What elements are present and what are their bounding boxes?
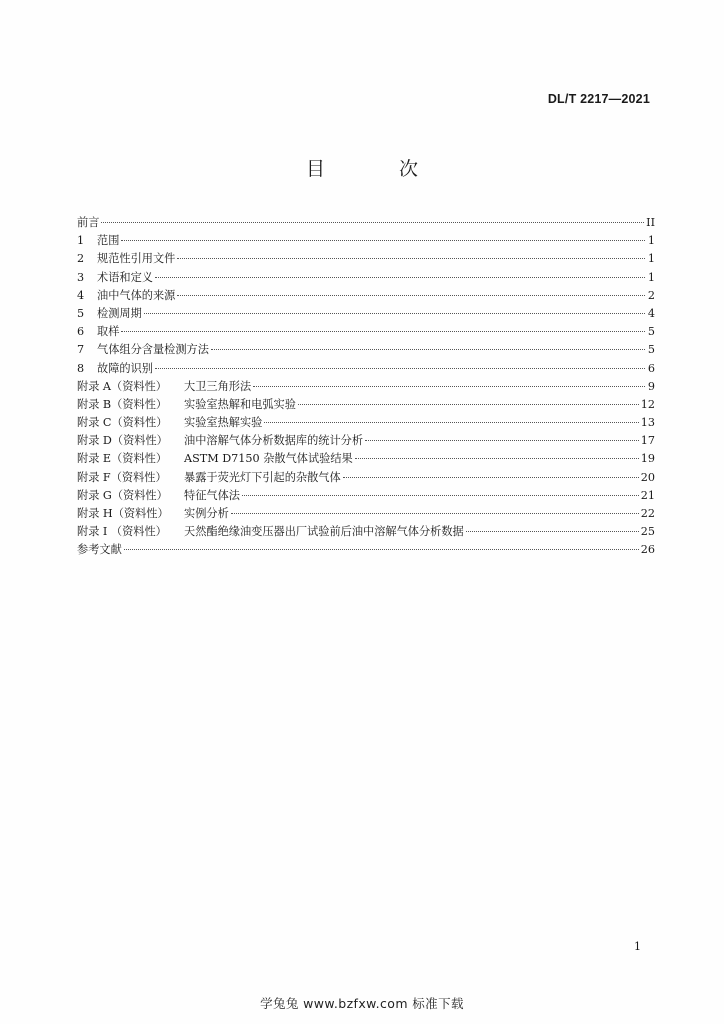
- toc-entry-number: 8: [77, 361, 85, 375]
- toc-entry-page: 4: [647, 306, 655, 320]
- toc-entry-page: 5: [647, 325, 655, 339]
- toc-entry-title: 实验室热解实验: [184, 416, 263, 430]
- toc-leader-dots: [121, 331, 645, 332]
- toc-entry-title: 油中气体的来源: [97, 288, 176, 302]
- toc-entry-page: 21: [640, 488, 655, 502]
- toc-entry[interactable]: [77, 469, 655, 487]
- toc-entry-number: 5: [77, 306, 85, 320]
- toc-entry-number: 7: [77, 343, 85, 357]
- toc-entry-label: [77, 360, 153, 378]
- toc-entry-label: [77, 541, 122, 559]
- toc-entry-page: 2: [647, 288, 655, 302]
- toc-entry[interactable]: [77, 432, 655, 450]
- toc-entry-page: 1: [647, 252, 655, 266]
- toc-entry-label: [77, 305, 142, 323]
- toc-leader-dots: [343, 477, 639, 478]
- toc-entry-label: [77, 450, 353, 468]
- toc-annex-designation: 附录 E（资料性）: [77, 452, 168, 466]
- document-code: DL/T 2217—2021: [547, 92, 650, 106]
- toc-entry-label: [77, 214, 99, 232]
- toc-leader-dots: [365, 440, 639, 441]
- watermark-text: 学兔兔 www.bzfxw.com 标准下载: [260, 996, 464, 1011]
- toc-entry-label: [77, 432, 363, 450]
- toc-leader-dots: [466, 531, 639, 532]
- toc-entry-title: 故障的识别: [97, 361, 153, 375]
- toc-entry-title: 取样: [97, 325, 120, 339]
- toc-leader-dots: [242, 495, 639, 496]
- toc-entry-title: 油中溶解气体分析数据库的统计分析: [184, 434, 364, 448]
- toc-entry-title: 检测周期: [97, 306, 142, 320]
- toc-entry-page: 26: [640, 543, 655, 557]
- toc-leader-dots: [177, 258, 645, 259]
- toc-leader-dots: [231, 513, 639, 514]
- toc-entry-number: 6: [77, 325, 85, 339]
- toc-entry-title: 实验室热解和电弧实验: [184, 397, 296, 411]
- toc-entry-page: 1: [647, 270, 655, 284]
- toc-entry-page: 25: [640, 525, 655, 539]
- toc-entry-title: 特征气体法: [184, 488, 240, 502]
- toc-entry[interactable]: [77, 269, 655, 287]
- toc-entry[interactable]: [77, 487, 655, 505]
- toc-annex-designation: 附录 I （资料性）: [77, 525, 167, 539]
- toc-entry-number: 1: [77, 234, 85, 248]
- toc-entry[interactable]: [77, 541, 655, 559]
- toc-entry-page: 5: [647, 343, 655, 357]
- toc-entry[interactable]: [77, 341, 655, 359]
- toc-entry-title: 术语和定义: [97, 270, 153, 284]
- toc-entry-title: 规范性引用文件: [97, 252, 176, 266]
- toc-entry-label: [77, 269, 153, 287]
- toc-entry-title: 气体组分含量检测方法: [97, 343, 209, 357]
- toc-entry-label: [77, 341, 209, 359]
- toc-entry-label: [77, 469, 341, 487]
- toc-annex-designation: 附录 D（资料性）: [77, 434, 168, 448]
- toc-entry-number: 4: [77, 288, 85, 302]
- toc-annex-designation: 附录 B（资料性）: [77, 397, 168, 411]
- toc-entry-label: [77, 287, 175, 305]
- toc-leader-dots: [155, 368, 645, 369]
- toc-leader-dots: [211, 349, 645, 350]
- toc-leader-dots: [253, 386, 645, 387]
- toc-entry[interactable]: [77, 250, 655, 268]
- toc-entry[interactable]: [77, 305, 655, 323]
- toc-entry-page: 22: [640, 507, 655, 520]
- toc-leader-dots: [355, 458, 639, 459]
- toc-entry-page: 17: [640, 434, 655, 448]
- toc-leader-dots: [298, 404, 639, 405]
- table-of-contents: [77, 214, 655, 560]
- toc-entry-title: 大卫三角形法: [184, 379, 252, 393]
- toc-entry[interactable]: [77, 523, 655, 541]
- toc-entry[interactable]: [77, 450, 655, 468]
- toc-entry-title: 天然酯绝缘油变压器出厂试验前后油中溶解气体分析数据: [184, 525, 464, 539]
- toc-entry-title: ASTM D7150 杂散气体试验结果: [184, 452, 353, 466]
- toc-leader-dots: [121, 240, 645, 241]
- toc-annex-designation: 附录 H（资料性）: [77, 507, 169, 520]
- toc-annex-designation: 附录 G（资料性）: [77, 488, 168, 502]
- toc-entry-title: 实例分析: [184, 507, 229, 520]
- toc-entry[interactable]: [77, 323, 655, 341]
- toc-entry-label: [77, 250, 175, 268]
- toc-leader-dots: [124, 549, 639, 550]
- toc-entry-label: [77, 505, 229, 523]
- toc-entry-title: 范围: [97, 234, 120, 248]
- toc-entry[interactable]: [77, 360, 655, 378]
- toc-entry-page: 20: [640, 470, 655, 484]
- toc-annex-designation: 附录 A（资料性）: [77, 379, 167, 393]
- toc-entry-title: 暴露于荧光灯下引起的杂散气体: [184, 470, 341, 484]
- toc-entry-label: [77, 523, 464, 541]
- toc-leader-dots: [101, 222, 644, 223]
- toc-entry-page: 9: [647, 379, 655, 393]
- toc-entry[interactable]: [77, 505, 655, 523]
- toc-entry-page: 1: [647, 234, 655, 248]
- toc-annex-designation: 附录 C（资料性）: [77, 416, 168, 430]
- toc-entry-number: 3: [77, 270, 85, 284]
- toc-entry-page: 6: [647, 361, 655, 375]
- toc-leader-dots: [264, 422, 638, 423]
- toc-entry-label: [77, 323, 119, 341]
- toc-entry-title: 参考文献: [77, 543, 122, 557]
- toc-entry[interactable]: [77, 414, 655, 432]
- toc-entry-page: 12: [640, 397, 655, 411]
- toc-entry[interactable]: [77, 378, 655, 396]
- toc-entry-number: 2: [77, 252, 85, 266]
- toc-entry-label: [77, 414, 262, 432]
- toc-entry-page: 19: [640, 452, 655, 466]
- toc-entry[interactable]: [77, 287, 655, 305]
- toc-entry-page: II: [646, 216, 655, 229]
- toc-entry[interactable]: [77, 214, 655, 232]
- toc-entry[interactable]: [77, 396, 655, 414]
- toc-title: 目 次: [305, 158, 453, 180]
- toc-entry-label: [77, 378, 251, 396]
- toc-leader-dots: [144, 313, 645, 314]
- toc-entry-label: [77, 232, 119, 250]
- toc-entry-label: [77, 487, 240, 505]
- page-number: 1: [634, 940, 641, 953]
- toc-entry-title: 前言: [77, 216, 100, 229]
- toc-entry[interactable]: [77, 232, 655, 250]
- toc-leader-dots: [155, 277, 645, 278]
- toc-leader-dots: [177, 295, 645, 296]
- toc-annex-designation: 附录 F（资料性）: [77, 470, 167, 484]
- toc-entry-label: [77, 396, 296, 414]
- toc-entry-page: 13: [640, 416, 655, 430]
